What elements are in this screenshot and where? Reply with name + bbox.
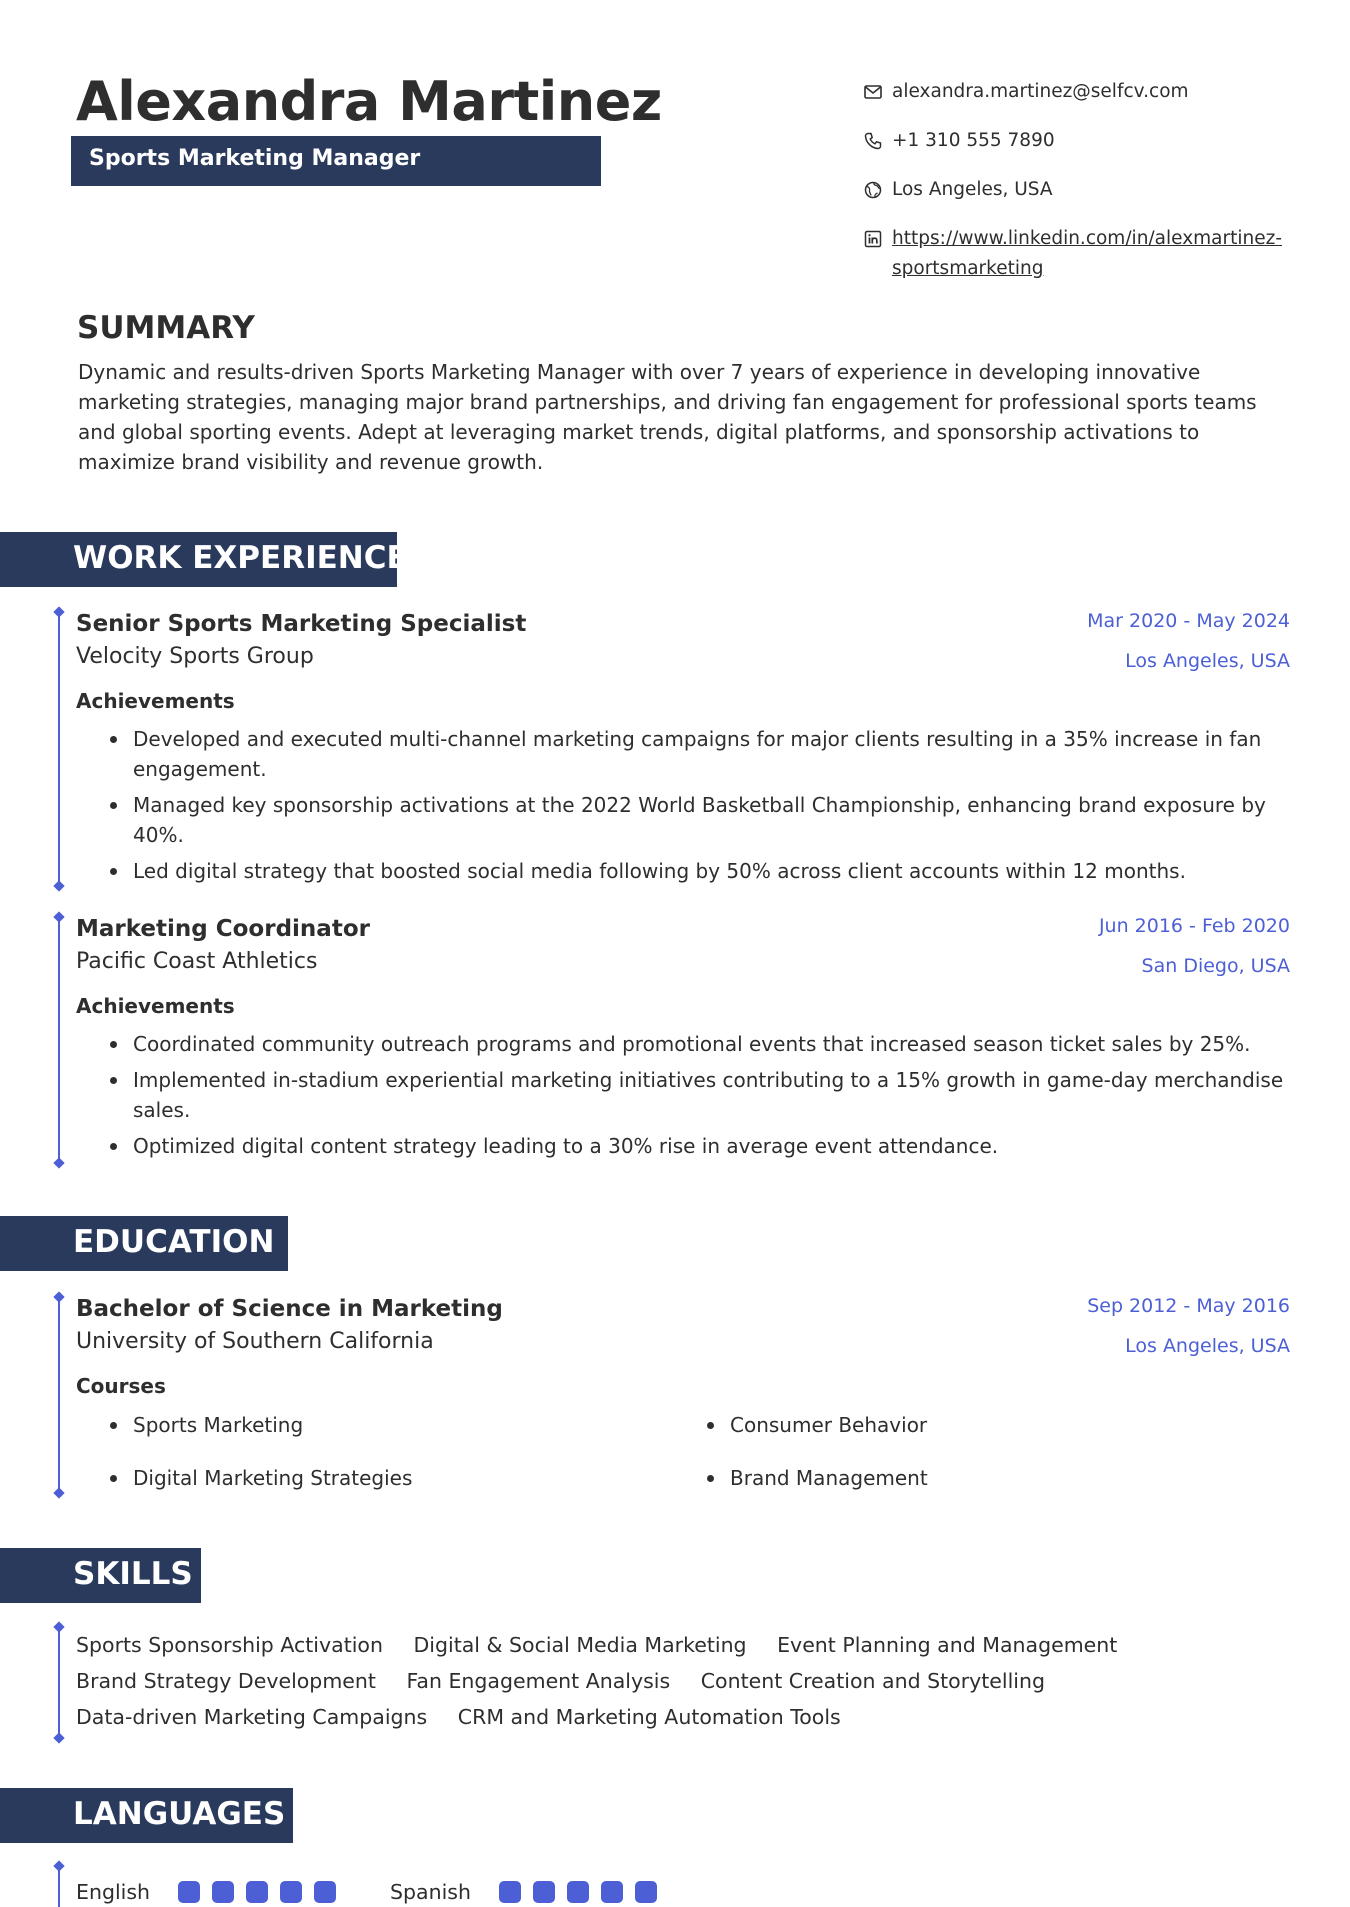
contact-email [863, 77, 1293, 107]
job-title: Marketing Coordinator [76, 916, 370, 942]
skill-item: Event Planning and Management [777, 1633, 1118, 1657]
proficiency-dot [533, 1881, 555, 1903]
job-entry [76, 608, 1290, 892]
phone-text[interactable]: +1 310 555 7890 [892, 130, 1055, 151]
timeline-languages [58, 1866, 60, 1907]
email-text[interactable]: alexandra.martinez@selfcv.com [892, 81, 1189, 102]
contact-linkedin [863, 224, 1293, 284]
linkedin-link[interactable] [892, 224, 1282, 284]
language-name: Spanish [390, 1880, 471, 1904]
course-item: Brand Management [673, 1462, 1270, 1494]
contact-location [863, 175, 1293, 205]
timeline-job-2 [58, 917, 60, 1163]
skills-row [76, 1699, 1276, 1735]
proficiency-dot [212, 1881, 234, 1903]
proficiency-dot [246, 1881, 268, 1903]
achievement-item: Optimized digital content strategy leading to a 30% rise in average event attendance. [76, 1131, 1290, 1161]
language-name: English [76, 1880, 151, 1904]
timeline-skills [58, 1627, 60, 1738]
job-title: Senior Sports Marketing Specialist [76, 611, 527, 637]
globe-icon [863, 180, 883, 200]
course-item: Sports Marketing [76, 1409, 673, 1441]
skill-item: CRM and Marketing Automation Tools [457, 1705, 841, 1729]
education-heading: EDUCATION [0, 1216, 288, 1271]
skill-item: Digital & Social Media Marketing [413, 1633, 747, 1657]
languages-list [76, 1876, 711, 1907]
course-item: Consumer Behavior [673, 1409, 1270, 1441]
proficiency-dot [499, 1881, 521, 1903]
achievements-list [76, 1029, 1290, 1161]
timeline-job-1 [58, 612, 60, 886]
job-entry [76, 913, 1290, 1167]
contact-block [863, 77, 1293, 303]
achievement-item: Implemented in-stadium experiential marketing initiatives contributing to a 15% growth in game-day merchandise sales. [76, 1065, 1290, 1125]
achievements-label: Achievements [76, 689, 235, 713]
skill-item: Data-driven Marketing Campaigns [76, 1705, 428, 1729]
job-dates: Jun 2016 - Feb 2020 [1098, 915, 1290, 937]
linkedin-link-line2[interactable]: sportsmarketing [892, 258, 1044, 279]
achievement-item: Developed and executed multi-channel marketing campaigns for major clients resulting in a 35% increase in fan engagement. [76, 724, 1290, 784]
achievements-list [76, 724, 1290, 886]
proficiency-dots [499, 1881, 669, 1903]
work-experience-heading: WORK EXPERIENCE [0, 532, 397, 587]
job-dates: Mar 2020 - May 2024 [1087, 610, 1290, 632]
languages-heading: LANGUAGES [0, 1788, 293, 1843]
summary-heading: SUMMARY [77, 310, 255, 346]
courses-label: Courses [76, 1374, 166, 1398]
proficiency-dot [567, 1881, 589, 1903]
skills-list [76, 1627, 1276, 1735]
proficiency-dots [178, 1881, 348, 1903]
degree-title: Bachelor of Science in Marketing [76, 1296, 503, 1322]
courses-list [76, 1409, 1290, 1494]
location-text: Los Angeles, USA [892, 179, 1053, 200]
linkedin-link-line1[interactable]: https://www.linkedin.com/in/alexmartinez- [892, 228, 1282, 249]
envelope-icon [863, 82, 883, 102]
contact-phone [863, 126, 1293, 156]
education-dates: Sep 2012 - May 2016 [1087, 1295, 1290, 1317]
skill-item: Sports Sponsorship Activation [76, 1633, 383, 1657]
achievement-item: Led digital strategy that boosted social media following by 50% across client accounts within 12 months. [76, 856, 1290, 886]
job-company: Pacific Coast Athletics [76, 949, 318, 974]
achievements-label: Achievements [76, 994, 235, 1018]
phone-icon [863, 131, 883, 151]
job-location: San Diego, USA [1141, 955, 1290, 977]
skills-heading: SKILLS [0, 1548, 201, 1603]
candidate-name: Alexandra Martinez [76, 70, 662, 133]
linkedin-icon [863, 229, 883, 249]
skill-item: Content Creation and Storytelling [700, 1669, 1045, 1693]
achievement-item: Coordinated community outreach programs and promotional events that increased season ticket sales by 25%. [76, 1029, 1290, 1059]
job-location: Los Angeles, USA [1125, 650, 1290, 672]
education-entry [76, 1293, 1290, 1494]
timeline-education [58, 1297, 60, 1493]
proficiency-dot [314, 1881, 336, 1903]
education-location: Los Angeles, USA [1125, 1335, 1290, 1357]
skills-row [76, 1663, 1276, 1699]
proficiency-dot [635, 1881, 657, 1903]
language-item [390, 1876, 669, 1907]
course-item: Digital Marketing Strategies [76, 1462, 673, 1494]
proficiency-dot [178, 1881, 200, 1903]
job-title-banner: Sports Marketing Manager [71, 136, 601, 186]
proficiency-dot [601, 1881, 623, 1903]
language-item [76, 1876, 348, 1907]
school-name: University of Southern California [76, 1329, 434, 1354]
skills-row [76, 1627, 1276, 1663]
job-company: Velocity Sports Group [76, 644, 314, 669]
summary-text: Dynamic and results-driven Sports Marketing Manager with over 7 years of experience in developing innovative marketing strategies, managing major brand partnerships, and driving fan engagement for professional sports teams and global sporting events. Adept at leveraging market trends, digital platforms, and sponsorship activations to maximize brand visibility and revenue growth. [78, 360, 1257, 474]
skill-item: Fan Engagement Analysis [406, 1669, 671, 1693]
skill-item: Brand Strategy Development [76, 1669, 376, 1693]
achievement-item: Managed key sponsorship activations at the 2022 World Basketball Championship, enhancing brand exposure by 40%. [76, 790, 1290, 850]
proficiency-dot [280, 1881, 302, 1903]
